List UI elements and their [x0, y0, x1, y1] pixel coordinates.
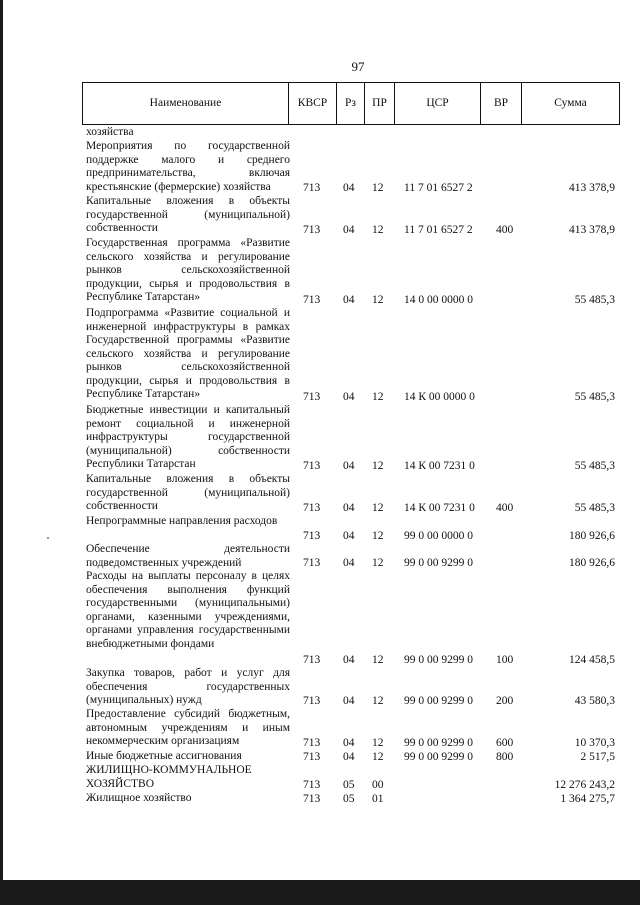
row-rz: 04	[343, 459, 355, 472]
row-rz: 04	[343, 223, 355, 236]
table-row	[0, 750, 640, 764]
header-rz: Рз	[345, 97, 356, 109]
header-sum: Сумма	[554, 97, 587, 109]
row-pr: 12	[372, 556, 384, 569]
row-sum: 413 378,9	[569, 181, 615, 194]
row-csr: 99 0 00 0000 0	[404, 529, 473, 542]
header-pr: ПР	[372, 97, 387, 109]
row-pr: 12	[372, 293, 384, 306]
row-csr: 99 0 00 9299 0	[404, 736, 473, 749]
header-kvsr: КВСР	[297, 97, 328, 109]
row-name: ЖИЛИЩНО-КОММУНАЛЬНОЕ ХОЗЯЙСТВО	[86, 764, 252, 790]
table-row	[0, 237, 640, 307]
row-name: Мероприятия по государственной поддержке малого и среднего предпринимательства, включая крестьянские (фермерские) хозяйства	[86, 140, 290, 193]
row-name: Капитальные вложения в объекты государственной (муниципальной) собственности	[86, 195, 290, 234]
row-sum: 180 926,6	[569, 556, 615, 569]
row-name: Жилищное хозяйство	[86, 792, 192, 804]
row-name: Непрограммные направления расходов	[86, 515, 278, 527]
row-rz: 04	[343, 653, 355, 666]
table-row	[0, 515, 640, 543]
row-kvsr: 713	[303, 390, 321, 403]
row-csr: 99 0 00 9299 0	[404, 750, 473, 763]
table-row	[0, 570, 640, 667]
table-header	[82, 82, 620, 125]
row-kvsr: 713	[303, 459, 321, 472]
row-csr: 99 0 00 9299 0	[404, 694, 473, 707]
row-sum: 55 485,3	[574, 390, 615, 403]
row-sum: 1 364 275,7	[560, 792, 615, 805]
row-kvsr: 713	[303, 181, 321, 194]
row-name: Государственная программа «Развитие сельского хозяйства и регулирование рынков сельскохозяйственной продукции, сырья и продовольствия в Республике Татарстан»	[86, 237, 290, 303]
row-vr: 100	[496, 653, 514, 666]
row-rz: 04	[343, 501, 355, 514]
row-csr: 14 К 00 0000 0	[404, 390, 475, 403]
header-name: Наименование	[149, 97, 222, 109]
row-csr: 14 К 00 7231 0	[404, 459, 475, 472]
table-row	[0, 667, 640, 708]
row-kvsr: 713	[303, 501, 321, 514]
row-pr: 00	[372, 778, 384, 791]
row-name: Закупка товаров, работ и услуг для обеспечения государственных (муниципальных) нужд	[86, 667, 290, 706]
row-name: хозяйства	[86, 126, 134, 138]
header-csr: ЦСР	[426, 97, 449, 109]
header-vr: ВР	[493, 97, 509, 109]
row-sum: 43 580,3	[574, 694, 615, 707]
row-pr: 12	[372, 390, 384, 403]
row-rz: 04	[343, 750, 355, 763]
row-pr: 12	[372, 750, 384, 763]
row-name: Бюджетные инвестиции и капитальный ремонт социальной и инженерной инфраструктуры государственной (муниципальной) собственности Республики Татарстан	[86, 404, 290, 470]
row-sum: 55 485,3	[574, 501, 615, 514]
table-row	[0, 307, 640, 404]
row-csr: 14 К 00 7231 0	[404, 501, 475, 514]
row-vr: 200	[496, 694, 514, 707]
row-rz: 05	[343, 792, 355, 805]
scan-bottom-edge	[0, 880, 640, 905]
row-rz: 04	[343, 736, 355, 749]
row-kvsr: 713	[303, 556, 321, 569]
table-row	[0, 473, 640, 515]
row-csr: 99 0 00 9299 0	[404, 653, 473, 666]
row-name: Предоставление субсидий бюджетным, автономным учреждениям и иным некоммерческим организациям	[86, 708, 290, 747]
row-kvsr: 713	[303, 778, 321, 791]
row-rz: 05	[343, 778, 355, 791]
table-row	[0, 404, 640, 473]
row-vr: 600	[496, 736, 514, 749]
row-csr: 11 7 01 6527 2	[404, 181, 473, 194]
table-row	[0, 764, 640, 792]
row-rz: 04	[343, 694, 355, 707]
row-sum: 55 485,3	[574, 459, 615, 472]
table-row	[0, 126, 640, 140]
row-pr: 12	[372, 736, 384, 749]
row-pr: 12	[372, 459, 384, 472]
row-sum: 180 926,6	[569, 529, 615, 542]
row-vr: 400	[496, 501, 514, 514]
row-name: Иные бюджетные ассигнования	[86, 750, 242, 762]
row-rz: 04	[343, 529, 355, 542]
row-kvsr: 713	[303, 694, 321, 707]
table-row	[0, 792, 640, 806]
row-rz: 04	[343, 556, 355, 569]
row-pr: 12	[372, 653, 384, 666]
row-kvsr: 713	[303, 223, 321, 236]
row-sum: 413 378,9	[569, 223, 615, 236]
row-sum: 124 458,5	[569, 653, 615, 666]
row-kvsr: 713	[303, 529, 321, 542]
table-row	[0, 543, 640, 570]
row-vr: 800	[496, 750, 514, 763]
row-name: Капитальные вложения в объекты государственной (муниципальной) собственности	[86, 473, 290, 512]
row-csr: 99 0 00 9299 0	[404, 556, 473, 569]
row-pr: 12	[372, 501, 384, 514]
row-pr: 12	[372, 529, 384, 542]
row-kvsr: 713	[303, 293, 321, 306]
row-kvsr: 713	[303, 750, 321, 763]
row-pr: 12	[372, 181, 384, 194]
row-vr: 400	[496, 223, 514, 236]
row-sum: 55 485,3	[574, 293, 615, 306]
row-pr: 01	[372, 792, 384, 805]
row-kvsr: 713	[303, 653, 321, 666]
row-pr: 12	[372, 694, 384, 707]
table-row	[0, 708, 640, 750]
row-sum: 10 370,3	[574, 736, 615, 749]
row-rz: 04	[343, 293, 355, 306]
table-row	[0, 195, 640, 237]
row-pr: 12	[372, 223, 384, 236]
row-kvsr: 713	[303, 792, 321, 805]
row-csr: 14 0 00 0000 0	[404, 293, 473, 306]
row-sum: 2 517,5	[580, 750, 615, 763]
row-name: Обеспечение деятельности подведомственных учреждений	[86, 543, 290, 569]
table-row	[0, 140, 640, 195]
page-number: 97	[351, 59, 365, 74]
row-name: Подпрограмма «Развитие социальной и инженерной инфраструктуры в рамках Государственной программы «Развитие сельского хозяйства и регулирование рынков сельскохозяйственной продукции, сырья и продовольствия в Республике Татарстан»	[86, 307, 290, 400]
row-rz: 04	[343, 181, 355, 194]
row-csr: 11 7 01 6527 2	[404, 223, 473, 236]
row-rz: 04	[343, 390, 355, 403]
row-name: Расходы на выплаты персоналу в целях обеспечения выполнения функций государственными (муниципальными) органами, казенными учреждениями, органами управления государственными внебюджетными фондами	[86, 570, 290, 650]
row-kvsr: 713	[303, 736, 321, 749]
row-sum: 12 276 243,2	[554, 778, 615, 791]
